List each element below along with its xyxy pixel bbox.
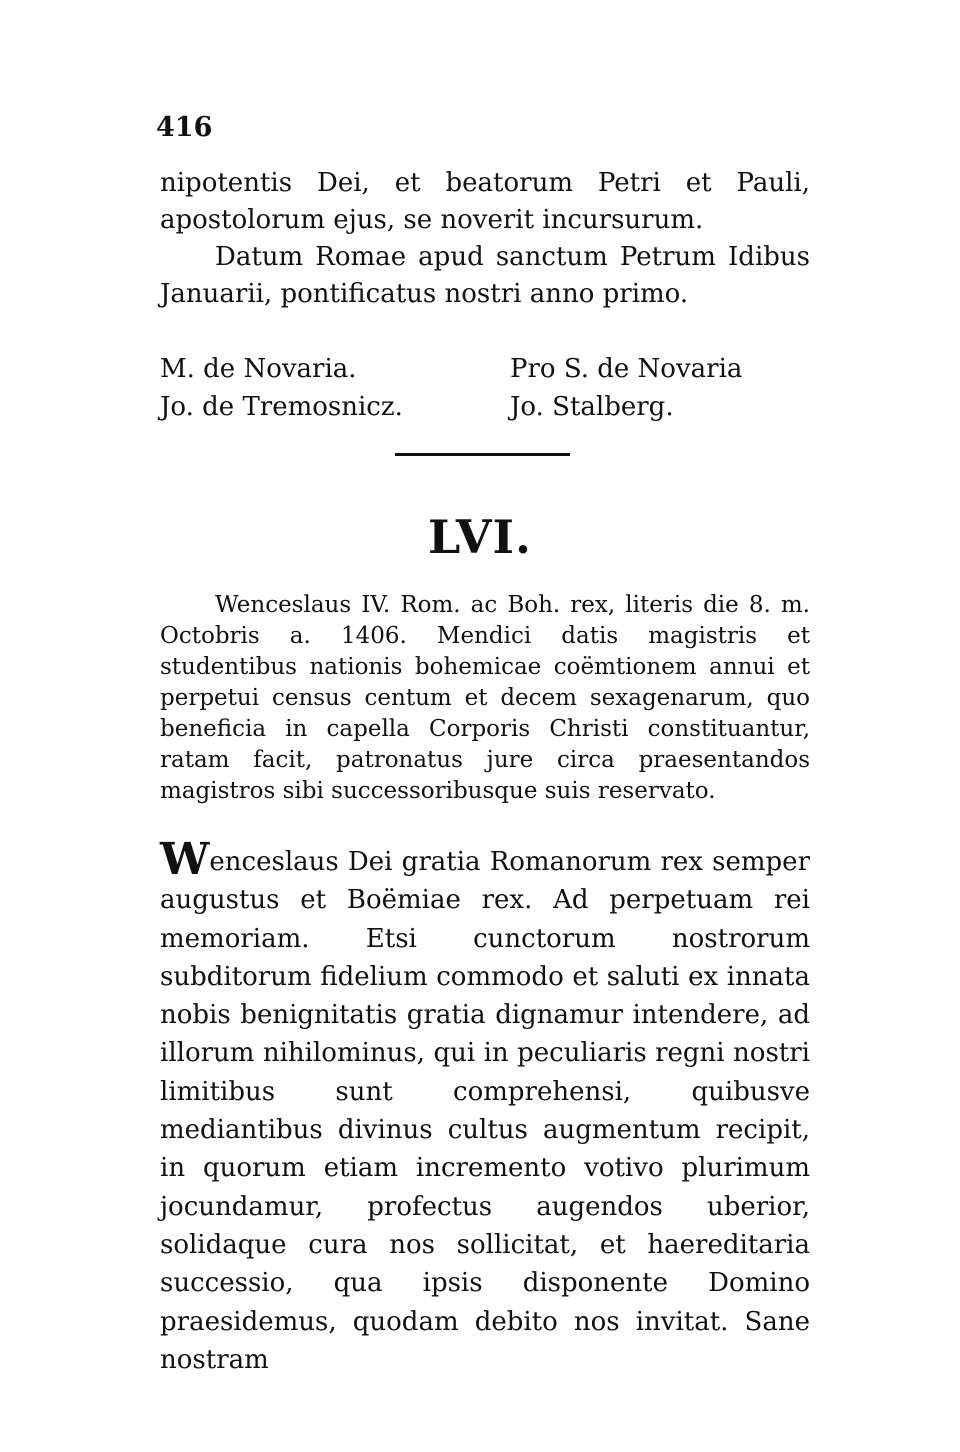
- drop-initial: W: [160, 834, 210, 885]
- document-number: LVI.: [427, 510, 533, 564]
- signature-left-2: Jo. de Tremosnicz.: [160, 392, 403, 422]
- signature-left-1: M. de Novaria.: [160, 354, 357, 384]
- body-paragraph: [160, 834, 810, 1379]
- document-body: [160, 834, 810, 1379]
- closing-paragraph: nipotentis Dei, et beatorum Petri et Pauli, apostolorum ejus, se noverit incursurum.: [160, 168, 810, 235]
- summary-paragraph: Wenceslaus IV. Rom. ac Boh. rex, literis die 8. m. Octobris a. 1406. Mendici datis magistris et studentibus nationis bohemicae coëmtionem annui et perpetui census centum et decem sexagenarum, quo beneficia in capella Corporis Christi constituantur, ratam facit, patronatus jure circa praesentandos magistros sibi successoribusque suis reservato.: [160, 592, 810, 804]
- body-text: enceslaus Dei gratia Romanorum rex semper augustus et Boëmiae rex. Ad perpetuam rei memoriam. Etsi cunctorum nostrorum subditorum fidelium commodo et saluti ex innata nobis benignitatis gratia dignamur intendere, ad illorum nihilominus, qui in peculiaris regni nostri limitibus sunt comprehensi, quibusve mediantibus divinus cultus augmentum recipit, in quorum etiam incremento votivo plurimum jocundamur, profectus augendos uberior, solidaque cura nos sollicitat, et haereditaria successio, qua ipsis disponente Domino praesidemus, quodam debito nos invitat. Sane nostram: [160, 847, 810, 1375]
- document-summary: [160, 590, 810, 807]
- signatures: [160, 350, 810, 426]
- section-divider: [395, 453, 570, 456]
- closing-text: [160, 165, 810, 313]
- signature-right-2: Jo. Stalberg.: [510, 392, 674, 422]
- page-number: 416: [156, 112, 213, 143]
- signature-right-1: Pro S. de Novaria: [510, 354, 743, 384]
- dating-paragraph: Datum Romae apud sanctum Petrum Idibus Januarii, pontificatus nostri anno primo.: [160, 242, 810, 309]
